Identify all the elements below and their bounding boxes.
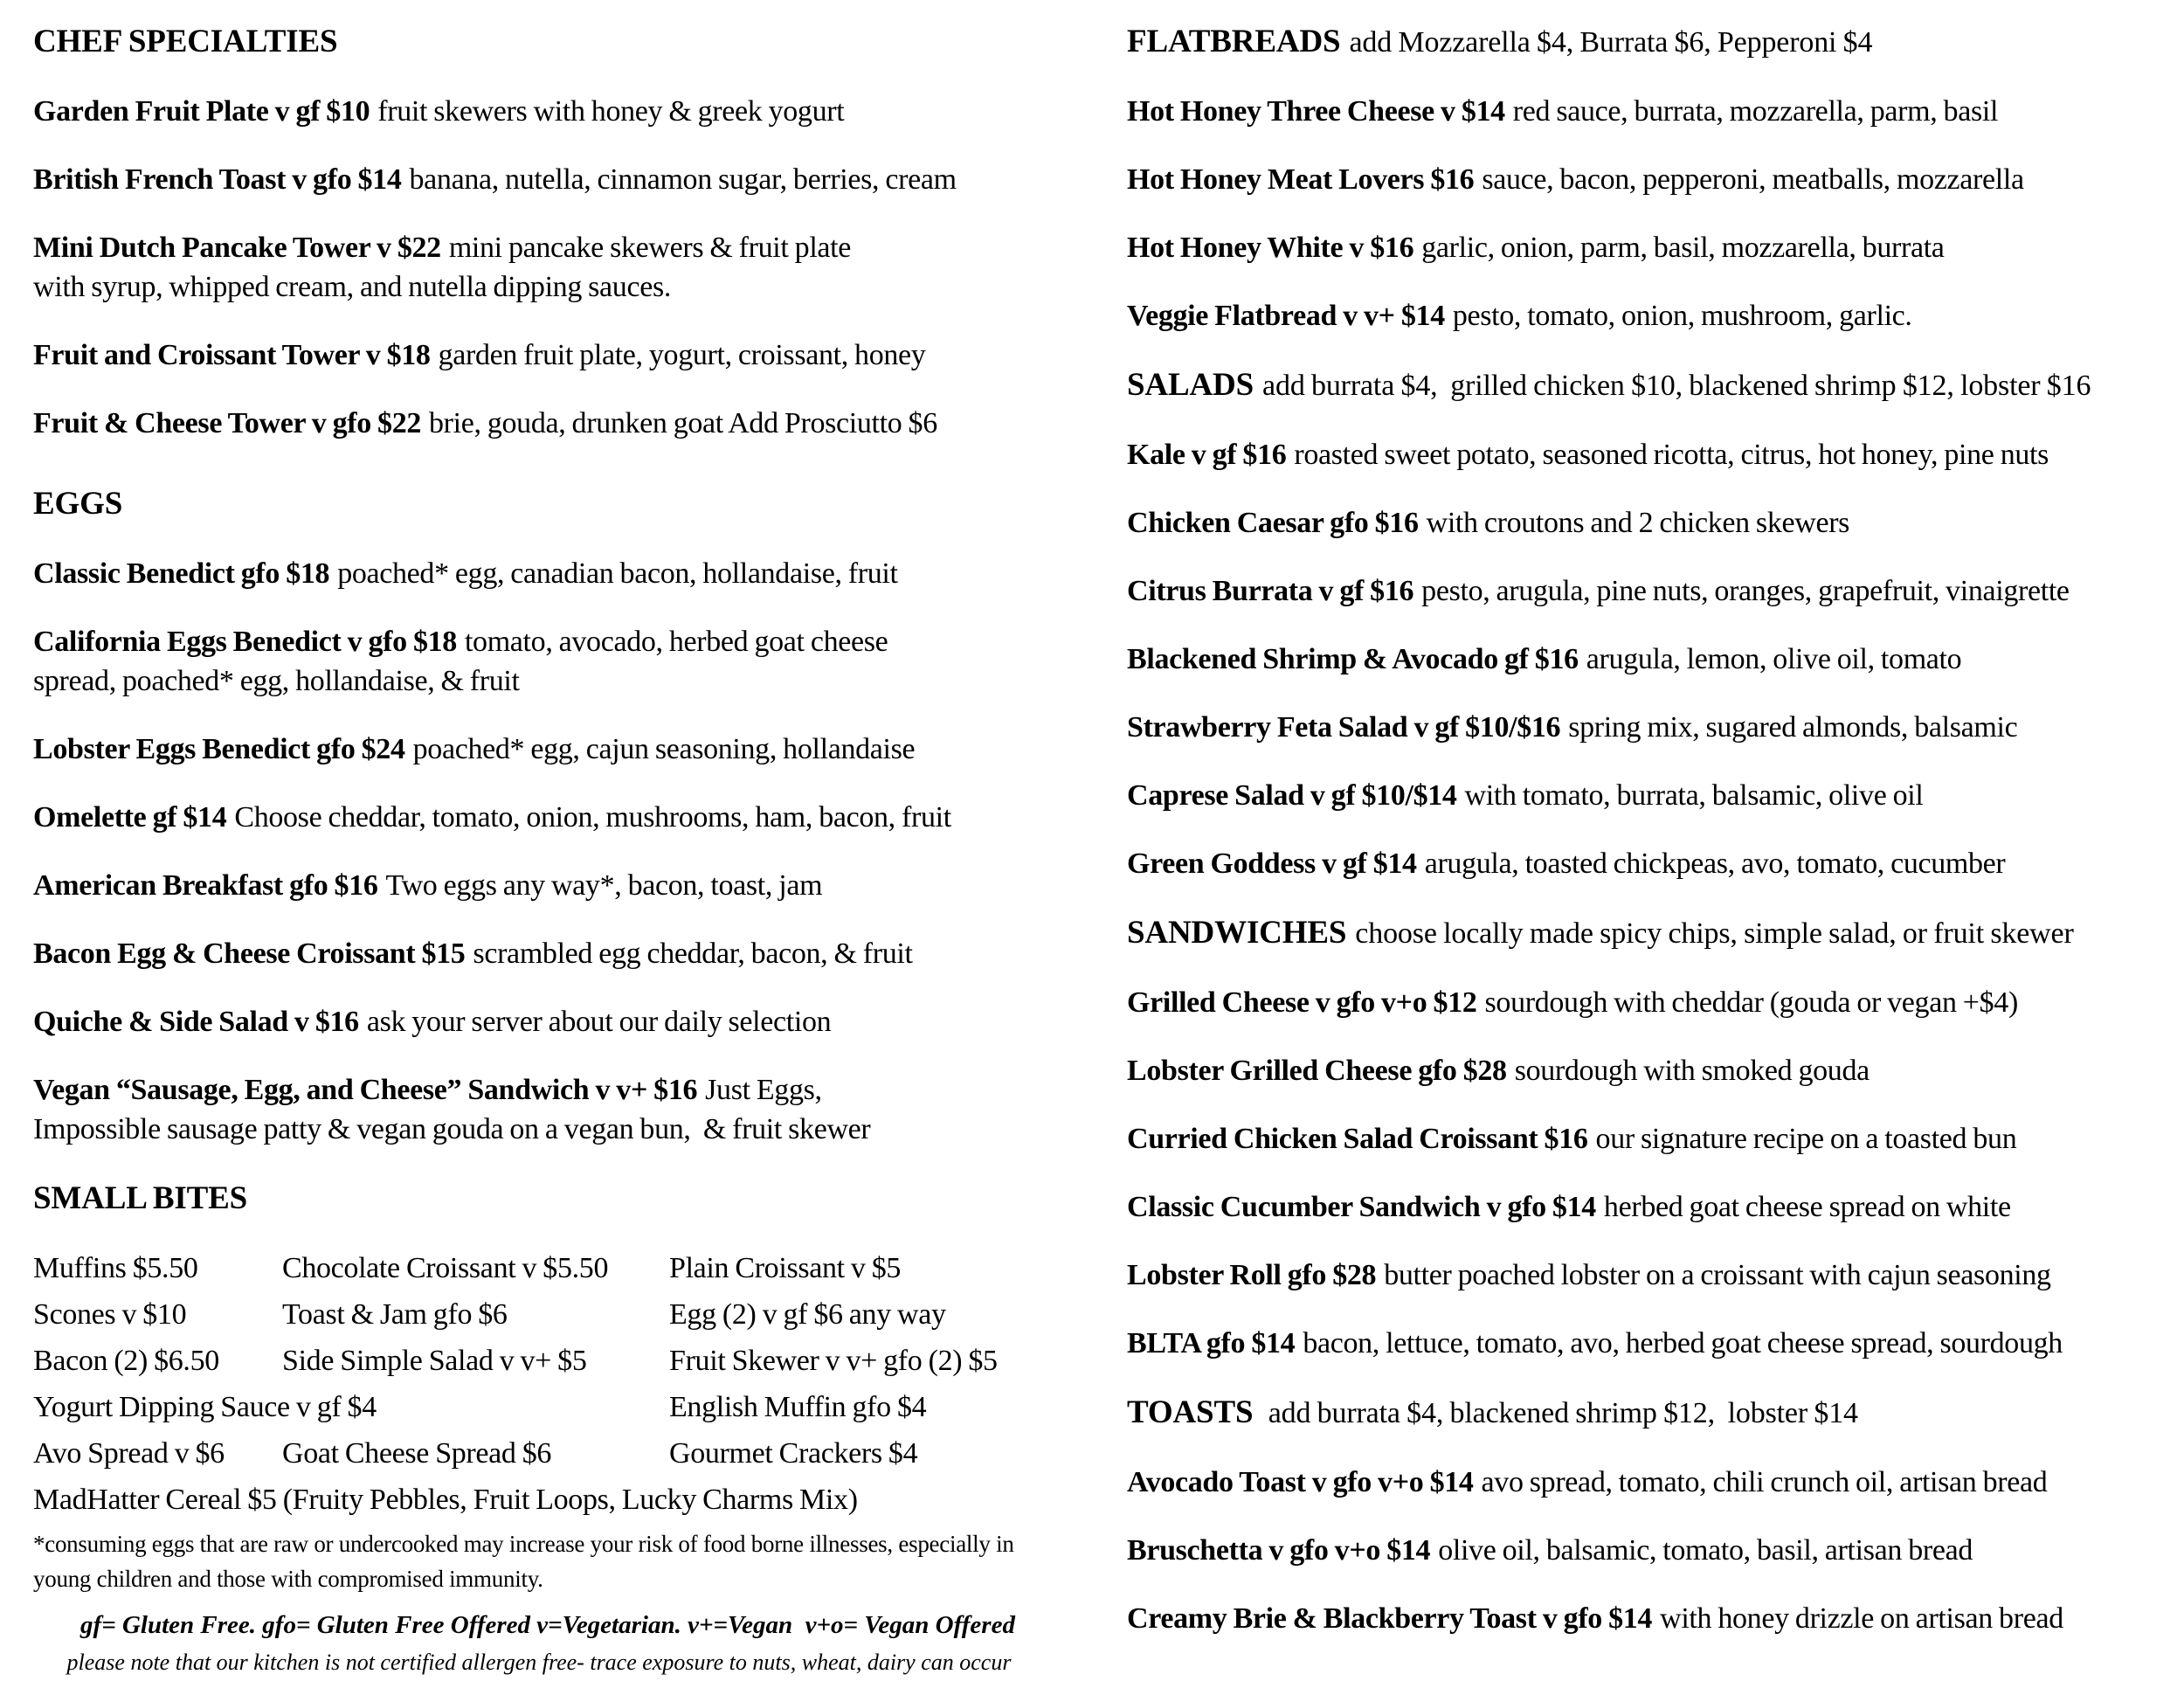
small-bites-item: English Muffin gfo $4 (669, 1391, 927, 1423)
section-heading-line (1127, 364, 2180, 412)
item-description: Two eggs any way*, bacon, toast, jam (385, 869, 823, 902)
item-name: Lobster Grilled Cheese gfo $28 (1127, 1055, 1507, 1087)
item-description: mini pancake skewers & fruit plate (448, 232, 852, 264)
item-name: Kale v gf $16 (1127, 439, 1287, 471)
section-heading-suffix: choose locally made spicy chips, simple salad, or fruit skewer (1355, 917, 2074, 950)
item-description: bacon, lettuce, tomato, avo, herbed goat cheese spread, sourdough (1303, 1327, 2063, 1359)
section-heading: SMALL BITES (33, 1180, 248, 1216)
item-description: herbed goat cheese spread on white (1603, 1191, 2011, 1223)
menu-item (1127, 1463, 2180, 1502)
menu-item (1127, 1051, 2180, 1090)
item-description: pesto, tomato, onion, mushroom, garlic. (1452, 300, 1912, 332)
menu-item (1127, 640, 2180, 679)
menu-item (33, 160, 1097, 199)
item-description-line2: Impossible sausage patty & vegan gouda on a vegan bun, & fruit skewer (33, 1113, 871, 1145)
footnote-line: *consuming eggs that are raw or undercooked may increase your risk of food borne illnesses, especially in (33, 1531, 1014, 1557)
small-bites-row (33, 1341, 1097, 1387)
item-description: garlic, onion, parm, basil, mozzarella, burrata (1421, 232, 1945, 264)
menu-item (33, 404, 1097, 443)
section-heading: CHEF SPECIALTIES (33, 24, 338, 59)
menu-item (1127, 160, 2180, 199)
menu-item (1127, 571, 2180, 611)
small-bites-item: Muffins $5.50 (33, 1252, 198, 1284)
small-bites-item: Yogurt Dipping Sauce v gf $4 (33, 1391, 377, 1423)
item-name: Classic Cucumber Sandwich v gfo $14 (1127, 1191, 1596, 1223)
item-description: banana, nutella, cinnamon sugar, berries, cream (409, 163, 957, 196)
small-bites-row (33, 1295, 1097, 1341)
item-description: Just Eggs, (705, 1074, 822, 1106)
section-heading-suffix: add Mozzarella $4, Burrata $6, Pepperoni $4 (1349, 26, 1873, 59)
menu-item (33, 866, 1097, 905)
small-bites-item-full: MadHatter Cereal $5 (Fruity Pebbles, Fruit Loops, Lucky Charms Mix) (33, 1484, 858, 1516)
menu-item (33, 92, 1097, 131)
item-name: Lobster Roll gfo $28 (1127, 1259, 1377, 1291)
small-bites-row (33, 1249, 1097, 1295)
item-description: poached* egg, canadian bacon, hollandaise, fruit (337, 557, 898, 590)
section-salads (1127, 364, 2180, 883)
menu-item (1127, 844, 2180, 883)
column-right (1127, 21, 2180, 1667)
item-description: scrambled egg cheddar, bacon, & fruit (473, 937, 913, 970)
menu-item (33, 554, 1097, 593)
menu-item (1127, 776, 2180, 815)
small-bites-item: Bacon (2) $6.50 (33, 1345, 219, 1377)
section-heading-line (33, 1178, 1097, 1226)
section-heading-line (33, 483, 1097, 531)
item-description: Choose cheddar, tomato, onion, mushrooms, ham, bacon, fruit (234, 801, 951, 834)
section-heading-line (33, 21, 1097, 69)
item-description: sauce, bacon, pepperoni, meatballs, mozzarella (1482, 163, 2024, 196)
section-chef-specialties (33, 21, 1097, 443)
item-name: Omelette gf $14 (33, 801, 227, 834)
item-description: fruit skewers with honey & greek yogurt (377, 95, 845, 128)
dietary-legend: gf= Gluten Free. gfo= Gluten Free Offered v=Vegetarian. v+=Vegan v+o= Vegan Offered (80, 1611, 1015, 1639)
menu-item (33, 1002, 1097, 1041)
section-eggs (33, 483, 1097, 1149)
item-name: Fruit and Croissant Tower v $18 (33, 339, 431, 371)
item-description: arugula, toasted chickpeas, avo, tomato, cucumber (1424, 847, 2006, 880)
small-bites-item: Chocolate Croissant v $5.50 (282, 1252, 609, 1284)
item-description: spring mix, sugared almonds, balsamic (1568, 711, 2018, 744)
item-name: BLTA gfo $14 (1127, 1327, 1296, 1359)
item-name: Hot Honey Three Cheese v $14 (1127, 95, 1505, 128)
menu-item (1127, 228, 2180, 267)
section-heading-line (1127, 21, 2180, 69)
item-description-line2: spread, poached* egg, hollandaise, & fruit (33, 665, 520, 697)
section-flatbreads (1127, 21, 2180, 336)
item-name: Grilled Cheese v gfo v+o $12 (1127, 986, 1477, 1019)
item-name: Hot Honey White v $16 (1127, 232, 1414, 264)
menu-item (33, 336, 1097, 375)
item-name: Strawberry Feta Salad v gf $10/$16 (1127, 711, 1561, 744)
item-description: ask your server about our daily selection (366, 1006, 832, 1038)
section-heading-line (1127, 1392, 2180, 1440)
small-bites-row (33, 1434, 1097, 1480)
item-description: arugula, lemon, olive oil, tomato (1586, 643, 1962, 675)
item-name: Avocado Toast v gfo v+o $14 (1127, 1466, 1474, 1498)
menu-item (33, 730, 1097, 769)
item-name: Fruit & Cheese Tower v gfo $22 (33, 407, 422, 439)
item-name: Lobster Eggs Benedict gfo $24 (33, 733, 405, 765)
section-sandwiches (1127, 912, 2180, 1363)
item-description-line2: with syrup, whipped cream, and nutella dipping sauces. (33, 271, 672, 303)
menu-item (1127, 503, 2180, 543)
item-name: British French Toast v gfo $14 (33, 163, 402, 196)
menu-item (1127, 1599, 2180, 1638)
item-name: Citrus Burrata v gf $16 (1127, 575, 1414, 607)
item-name: Garden Fruit Plate v gf $10 (33, 95, 370, 128)
section-heading: SALADS (1127, 367, 1254, 403)
section-heading: SANDWICHES (1127, 915, 1347, 951)
item-name: Hot Honey Meat Lovers $16 (1127, 163, 1475, 196)
item-description: butter poached lobster on a croissant with cajun seasoning (1384, 1259, 2051, 1291)
section-heading-suffix: add burrata $4, grilled chicken $10, blackened shrimp $12, lobster $16 (1262, 370, 2091, 402)
small-bites-item: Goat Cheese Spread $6 (282, 1437, 552, 1470)
item-description: with honey drizzle on artisan bread (1660, 1602, 2063, 1635)
menu-item (33, 228, 1097, 307)
menu-item (1127, 1119, 2180, 1159)
item-description: avo spread, tomato, chili crunch oil, artisan bread (1481, 1466, 2048, 1498)
menu-item (1127, 92, 2180, 131)
menu-item (1127, 708, 2180, 747)
item-name: American Breakfast gfo $16 (33, 869, 378, 902)
menu-item (33, 1070, 1097, 1149)
item-description: tomato, avocado, herbed goat cheese (464, 626, 888, 658)
section-heading: FLATBREADS (1127, 24, 1341, 59)
column-left (33, 21, 1097, 1678)
item-description: sourdough with cheddar (gouda or vegan +$4) (1484, 986, 2018, 1019)
section-heading-suffix: add burrata $4, blackened shrimp $12, lobster $14 (1261, 1397, 1858, 1429)
menu-item (33, 934, 1097, 973)
item-name: Creamy Brie & Blackberry Toast v gfo $14 (1127, 1602, 1653, 1635)
small-bites-row (33, 1387, 1097, 1434)
item-description: red sauce, burrata, mozzarella, parm, basil (1512, 95, 1999, 128)
item-name: Veggie Flatbread v v+ $14 (1127, 300, 1445, 332)
allergen-note: please note that our kitchen is not certified allergen free- trace exposure to nuts, wheat, dairy can occur (66, 1650, 1012, 1675)
small-bites-item: Side Simple Salad v v+ $5 (282, 1345, 587, 1377)
menu-item (1127, 1531, 2180, 1570)
menu-item (1127, 296, 2180, 336)
item-name: Chicken Caesar gfo $16 (1127, 507, 1419, 539)
menu-item (1127, 983, 2180, 1022)
item-name: Curried Chicken Salad Croissant $16 (1127, 1123, 1588, 1155)
small-bites-item: Gourmet Crackers $4 (669, 1437, 918, 1470)
item-name: California Eggs Benedict v gfo $18 (33, 626, 457, 658)
item-description: brie, gouda, drunken goat Add Prosciutto $6 (429, 407, 937, 439)
small-bites-item: Scones v $10 (33, 1298, 187, 1331)
item-description: with tomato, burrata, balsamic, olive oil (1464, 779, 1924, 812)
section-heading: EGGS (33, 486, 123, 522)
small-bites-item: Fruit Skewer v v+ gfo (2) $5 (669, 1345, 998, 1377)
item-name: Green Goddess v gf $14 (1127, 847, 1417, 880)
section-heading: TOASTS (1127, 1394, 1254, 1430)
menu-item (1127, 1256, 2180, 1295)
item-description: with croutons and 2 chicken skewers (1426, 507, 1850, 539)
item-name: Bruschetta v gfo v+o $14 (1127, 1534, 1431, 1567)
menu-item (33, 798, 1097, 837)
item-name: Classic Benedict gfo $18 (33, 557, 330, 590)
item-description: garden fruit plate, yogurt, croissant, honey (438, 339, 926, 371)
item-name: Vegan “Sausage, Egg, and Cheese” Sandwich v v+ $16 (33, 1074, 698, 1106)
menu-item (1127, 1187, 2180, 1227)
item-name: Quiche & Side Salad v $16 (33, 1006, 359, 1038)
item-name: Blackened Shrimp & Avocado gf $16 (1127, 643, 1579, 675)
section-heading-line (1127, 912, 2180, 960)
item-description: poached* egg, cajun seasoning, hollandaise (412, 733, 916, 765)
item-name: Caprese Salad v gf $10/$14 (1127, 779, 1457, 812)
small-bites-item: Toast & Jam gfo $6 (282, 1298, 508, 1331)
item-description: roasted sweet potato, seasoned ricotta, citrus, hot honey, pine nuts (1294, 439, 2049, 471)
item-description: olive oil, balsamic, tomato, basil, artisan bread (1438, 1534, 1973, 1567)
small-bites-item: Plain Croissant v $5 (669, 1252, 902, 1284)
small-bites-item: Egg (2) v gf $6 any way (669, 1298, 946, 1331)
menu-item (33, 622, 1097, 701)
item-name: Mini Dutch Pancake Tower v $22 (33, 232, 441, 264)
item-description: pesto, arugula, pine nuts, oranges, grapefruit, vinaigrette (1421, 575, 2070, 607)
item-name: Bacon Egg & Cheese Croissant $15 (33, 937, 466, 970)
menu-item (1127, 435, 2180, 474)
small-bites-item: Avo Spread v $6 (33, 1437, 225, 1470)
section-toasts (1127, 1392, 2180, 1638)
item-description: sourdough with smoked gouda (1514, 1055, 1870, 1087)
section-small-bites (33, 1178, 1097, 1678)
menu-item (1127, 1324, 2180, 1363)
item-description: our signature recipe on a toasted bun (1595, 1123, 2017, 1155)
footnote-line: young children and those with compromised immunity. (33, 1566, 543, 1592)
